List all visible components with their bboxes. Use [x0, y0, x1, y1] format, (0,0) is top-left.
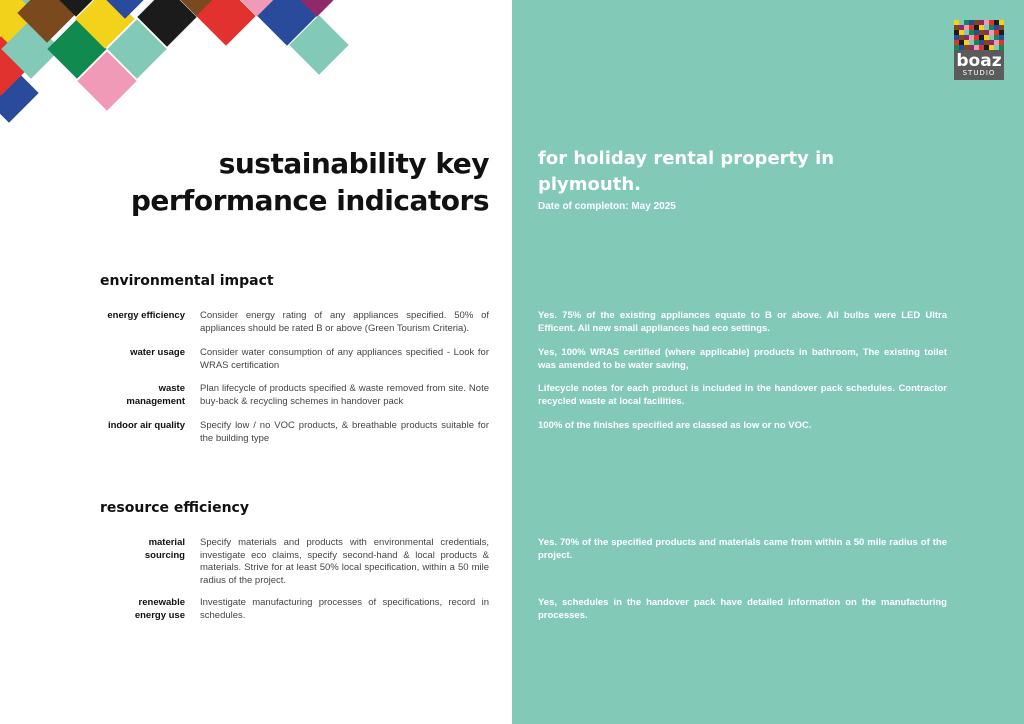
- project-subtitle: [538, 146, 898, 198]
- title-line: sustainability key: [218, 147, 489, 180]
- title-line: performance indicators: [130, 184, 489, 217]
- logo-subtitle: STUDIO: [962, 69, 996, 77]
- kpi-answer: Lifecycle notes for each product is included in the handover pack schedules. Contractor recycled waste at local facilities.: [538, 383, 947, 407]
- kpi-label-line: indoor air quality: [107, 420, 185, 431]
- kpi-label-line: energy efficiency: [107, 310, 185, 321]
- section-title-environmental-impact: environmental impact: [100, 273, 274, 289]
- kpi-label-line: renewable: [138, 597, 185, 608]
- kpi-label-indoor-air-quality: [90, 420, 185, 433]
- kpi-answer: Yes. 70% of the specified products and materials came from within a 50 mile radius of the project.: [538, 537, 947, 561]
- kpi-description: Plan lifecycle of products specified & waste removed from site. Note buy-back & recycling schemes in handover pack: [200, 383, 489, 407]
- section-title-resource-efficiency: resource efficiency: [100, 500, 249, 516]
- kpi-label-energy-efficiency: [90, 310, 185, 323]
- kpi-answer: 100% of the finishes specified are classed as low or no VOC.: [538, 420, 812, 431]
- page-title: [100, 145, 489, 219]
- decorative-mosaic: [0, 0, 360, 150]
- kpi-label-line: waste: [158, 383, 185, 394]
- completion-date: Date of completon: May 2025: [538, 201, 676, 212]
- kpi-description: Specify low / no VOC products, & breathable products suitable for the building type: [200, 420, 489, 444]
- kpi-label-line: management: [126, 395, 185, 407]
- kpi-answer: Yes, 100% WRAS certified (where applicable) products in bathroom, The existing toilet was amended to be water saving,: [538, 347, 947, 371]
- kpi-label-line: energy use: [134, 609, 185, 621]
- kpi-label-line: water usage: [130, 347, 185, 358]
- logo-word: boaz: [956, 51, 1002, 71]
- kpi-label-waste-management: [90, 383, 185, 408]
- kpi-label-line: sourcing: [144, 549, 185, 561]
- kpi-answer: Yes. 75% of the existing appliances equate to B or above. All bulbs were LED Ultra Efficent. All new small appliances had eco settings.: [538, 310, 947, 334]
- kpi-description: Investigate manufacturing processes of specifications, record in schedules.: [200, 597, 489, 621]
- kpi-description: Specify materials and products with environmental credentials, investigate eco claims, specify second-hand & local products & materials. Strive for at least 50% local specification, within a 50 mile radius of the project.: [200, 537, 489, 586]
- logo-pixel-grid: [954, 20, 1004, 50]
- subtitle-line: plymouth.: [538, 174, 641, 195]
- kpi-description: Consider energy rating of any appliances specified. 50% of appliances should be rated B or above (Green Tourism Criteria).: [200, 310, 489, 334]
- kpi-label-renewable-energy-use: [90, 597, 185, 622]
- logo-box: [954, 50, 1004, 80]
- kpi-label-water-usage: [90, 347, 185, 360]
- kpi-label-material-sourcing: [90, 537, 185, 562]
- kpi-label-line: material: [148, 537, 185, 548]
- kpi-description: Consider water consumption of any appliances specified - Look for WRAS certification: [200, 347, 489, 371]
- subtitle-line: for holiday rental property in: [538, 148, 835, 169]
- kpi-answer: Yes, schedules in the handover pack have detailed information on the manufacturing processes.: [538, 597, 947, 621]
- boaz-studio-logo: [954, 20, 1004, 80]
